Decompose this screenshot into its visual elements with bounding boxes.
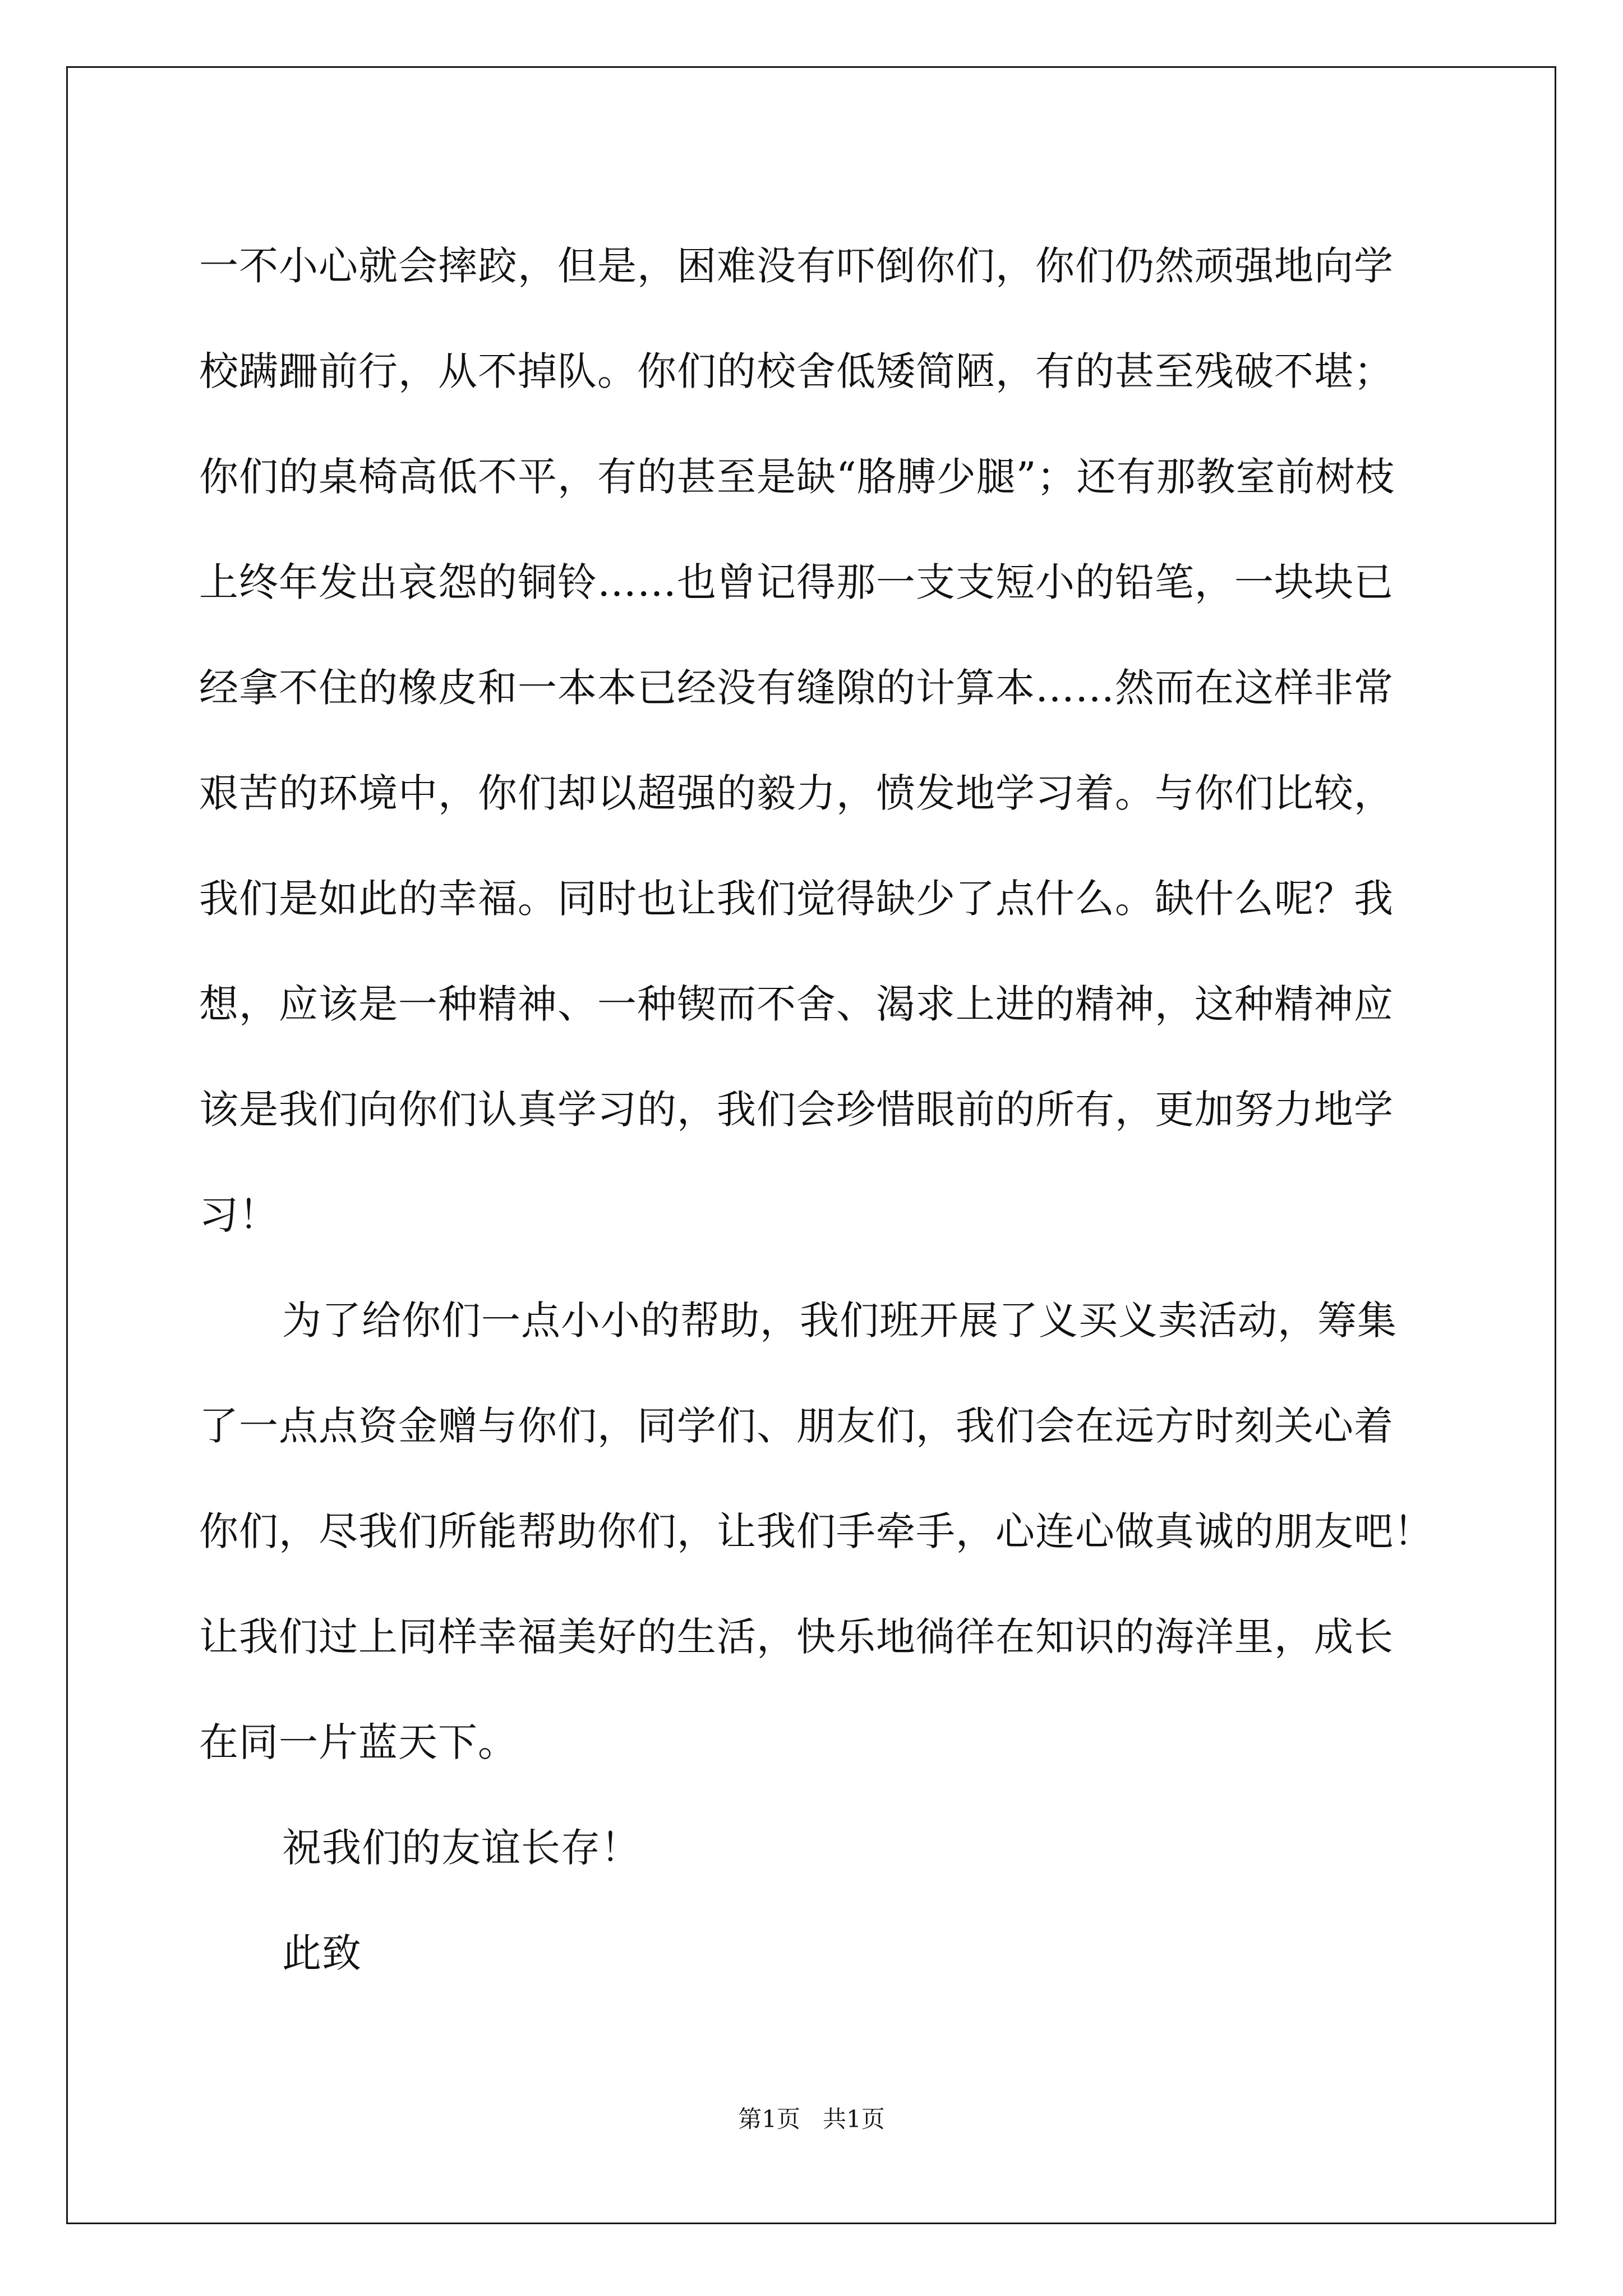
text-line: 习！ (199, 1192, 279, 1238)
text-line: 经拿不住的橡皮和一本本已经没有缝隙的计算本……然而在这样非常 (199, 665, 1394, 711)
text-line: 想，应该是一种精神、一种锲而不舍、渴求上进的精神，这种精神应 (199, 981, 1394, 1027)
page-number: 第1页 共1页 (738, 2105, 885, 2133)
text-line: 艰苦的环境中，你们却以超强的毅力，愤发地学习着。与你们比较， (199, 770, 1394, 816)
text-line: 你们，尽我们所能帮助你们，让我们手牵手，心连心做真诚的朋友吧！ (199, 1508, 1433, 1554)
text-line: 一不小心就会摔跤，但是，困难没有吓倒你们，你们仍然顽强地向学 (199, 243, 1394, 289)
text-line: 让我们过上同样幸福美好的生活，快乐地徜徉在知识的海洋里，成长 (199, 1614, 1394, 1660)
text-line: 校蹒跚前行，从不掉队。你们的校舍低矮简陋，有的甚至残破不堪； (199, 348, 1394, 394)
text-line: 了一点点资金赠与你们，同学们、朋友们，我们会在远方时刻关心着 (199, 1403, 1394, 1449)
paragraph-first-line: 为了给你们一点小小的帮助，我们班开展了义买义卖活动，筹集 (282, 1297, 1397, 1343)
letter-body (199, 213, 1489, 2006)
text-line: 该是我们向你们认真学习的，我们会珍惜眼前的所有，更加努力地学 (199, 1087, 1394, 1133)
text-line: 上终年发出哀怨的铜铃……也曾记得那一支支短小的铅笔，一块块已 (199, 559, 1394, 605)
text-line: 在同一片蓝天下。 (199, 1719, 518, 1765)
text-line: 我们是如此的幸福。同时也让我们觉得缺少了点什么。缺什么呢？我 (199, 876, 1394, 922)
closing-salutation: 此致 (282, 1930, 362, 1976)
text-line: 你们的桌椅高低不平，有的甚至是缺“胳膊少腿”；还有那教室前树枝 (199, 454, 1395, 500)
closing-wish: 祝我们的友谊长存！ (282, 1825, 640, 1871)
